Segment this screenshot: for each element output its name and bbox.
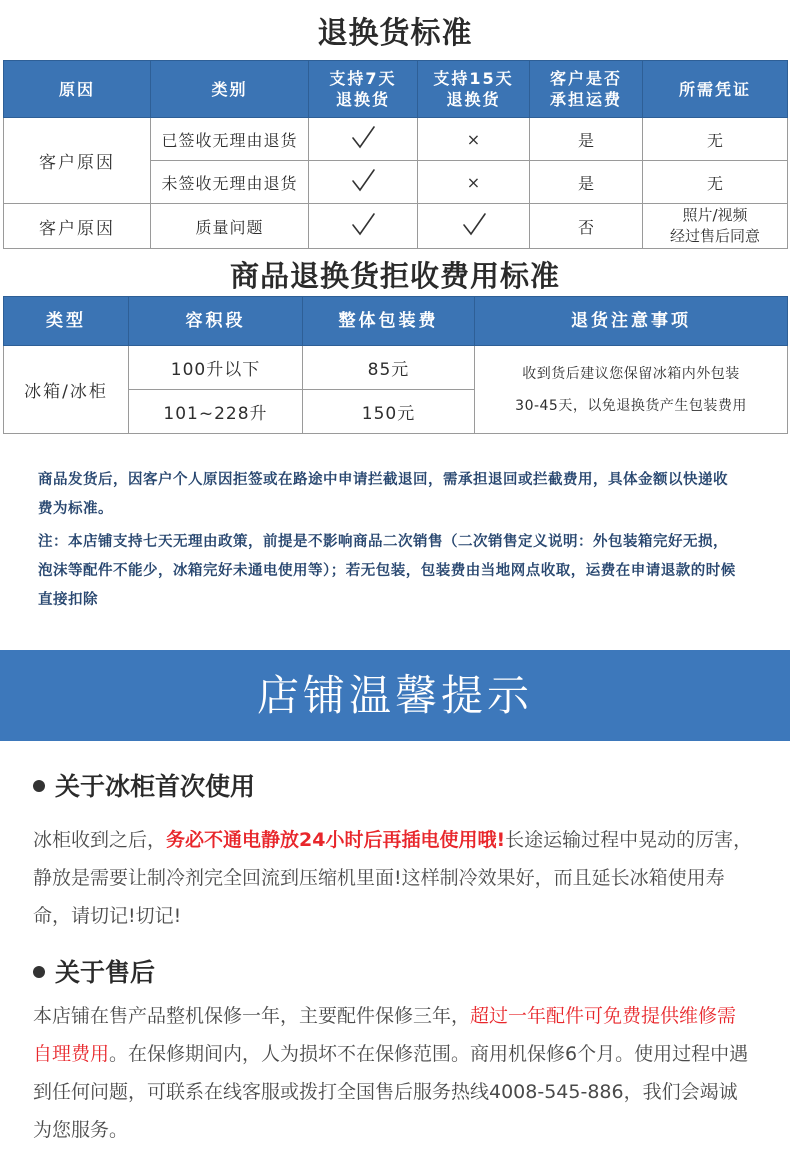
return-standard-table — [3, 60, 788, 249]
header-fee: 整体包装费 — [303, 297, 475, 346]
volume-cell: 100升以下 — [129, 346, 303, 390]
check-cell — [309, 161, 418, 204]
check-icon — [461, 211, 487, 237]
type-cell: 质量问题 — [151, 204, 309, 249]
check-icon — [350, 211, 376, 237]
section-heading-after-sales — [33, 955, 155, 991]
first-use-paragraph — [33, 821, 753, 935]
proof-cell: 无 — [643, 118, 788, 161]
rejection-fee-title: 商品退换货拒收费用标准 — [229, 259, 560, 293]
header-proof: 所需凭证 — [643, 61, 788, 118]
proof-cell: 无 — [643, 161, 788, 204]
return-standard-title: 退换货标准 — [317, 16, 473, 51]
header-7day: 支持7天 退换货 — [309, 61, 418, 118]
cross-mark: × — [466, 172, 481, 192]
section-heading-first-use — [33, 769, 255, 805]
intercept-fee-note: 商品发货后，因客户个人原因拒签或在路途中申请拦截退回，需承担退回或拦截费用，具体金额以快递收费为标准。 — [38, 472, 728, 517]
header-volume: 容积段 — [129, 297, 303, 346]
bullet-icon — [33, 966, 45, 978]
heading-text: 关于售后 — [55, 958, 156, 987]
cause-cell: 客户原因 — [4, 204, 151, 249]
table-header-row — [4, 61, 788, 118]
check-cell — [309, 118, 418, 161]
notice-cell: 收到货后建议您保留冰箱内外包装 30-45天，以免退换货产生包装费用 — [475, 346, 788, 434]
bullet-icon — [33, 780, 45, 792]
header-freight: 客户是否 承担运费 — [530, 61, 643, 118]
para-text: 冰柜收到之后， — [33, 829, 167, 851]
para-text: 。在保修期间内，人为损坏不在保修范围。商用机保修6个月。使用过程中遇到任何问题，可联系在线客服或拨打全国售后服务热线4008-545-886，我们会竭诚为您服务。 — [33, 1043, 749, 1141]
cross-cell — [418, 161, 530, 204]
policy-note: 注：本店铺支持七天无理由政策，前提是不影响商品二次销售（二次销售定义说明：外包装箱完好无损，泡沫等配件不能少，冰箱完好未通电使用等）；若无包装，包装费由当地网点收取，运费在申请退款的时候直接扣除 — [38, 534, 736, 608]
check-icon — [350, 167, 376, 193]
tips-banner: 店铺温馨提示 — [0, 650, 790, 741]
type-cell: 已签收无理由退货 — [151, 118, 309, 161]
cross-mark: × — [466, 129, 481, 149]
freight-cell: 是 — [530, 118, 643, 161]
header-cause: 原因 — [4, 61, 151, 118]
freight-cell: 是 — [530, 161, 643, 204]
proof-cell: 照片/视频 经过售后同意 — [643, 204, 788, 249]
type-cell: 未签收无理由退货 — [151, 161, 309, 204]
table-row — [4, 204, 788, 249]
heading-text: 关于冰柜首次使用 — [55, 772, 256, 801]
header-category: 类型 — [4, 297, 129, 346]
para-text: 长途运输过程中晃动的厉害，静放是需要让制冷剂完全回流到压缩机里面!这样制冷效果好，而且延长冰箱使用寿命，请切记!切记! — [33, 829, 753, 927]
table-row — [4, 118, 788, 161]
check-icon — [350, 124, 376, 150]
highlight-text: 务必不通电静放24小时后再插电使用哦! — [166, 829, 506, 851]
category-cell: 冰箱/冰柜 — [4, 346, 129, 434]
table-row — [4, 346, 788, 390]
highlight-text: 超过一年配件可免费提供维修需自理费用 — [33, 1005, 737, 1065]
rejection-fee-table — [3, 296, 788, 434]
header-15day: 支持15天 退换货 — [418, 61, 530, 118]
volume-cell: 101~228升 — [129, 390, 303, 434]
header-notice: 退货注意事项 — [475, 297, 788, 346]
cause-cell: 客户原因 — [4, 118, 151, 204]
table-header-row — [4, 297, 788, 346]
check-cell — [418, 204, 530, 249]
header-type: 类别 — [151, 61, 309, 118]
freight-cell: 否 — [530, 204, 643, 249]
fee-cell: 85元 — [303, 346, 475, 390]
para-text: 本店铺在售产品整机保修一年，主要配件保修三年， — [33, 1005, 471, 1027]
after-sales-paragraph — [33, 997, 753, 1149]
check-cell — [309, 204, 418, 249]
cross-cell — [418, 118, 530, 161]
fee-cell: 150元 — [303, 390, 475, 434]
